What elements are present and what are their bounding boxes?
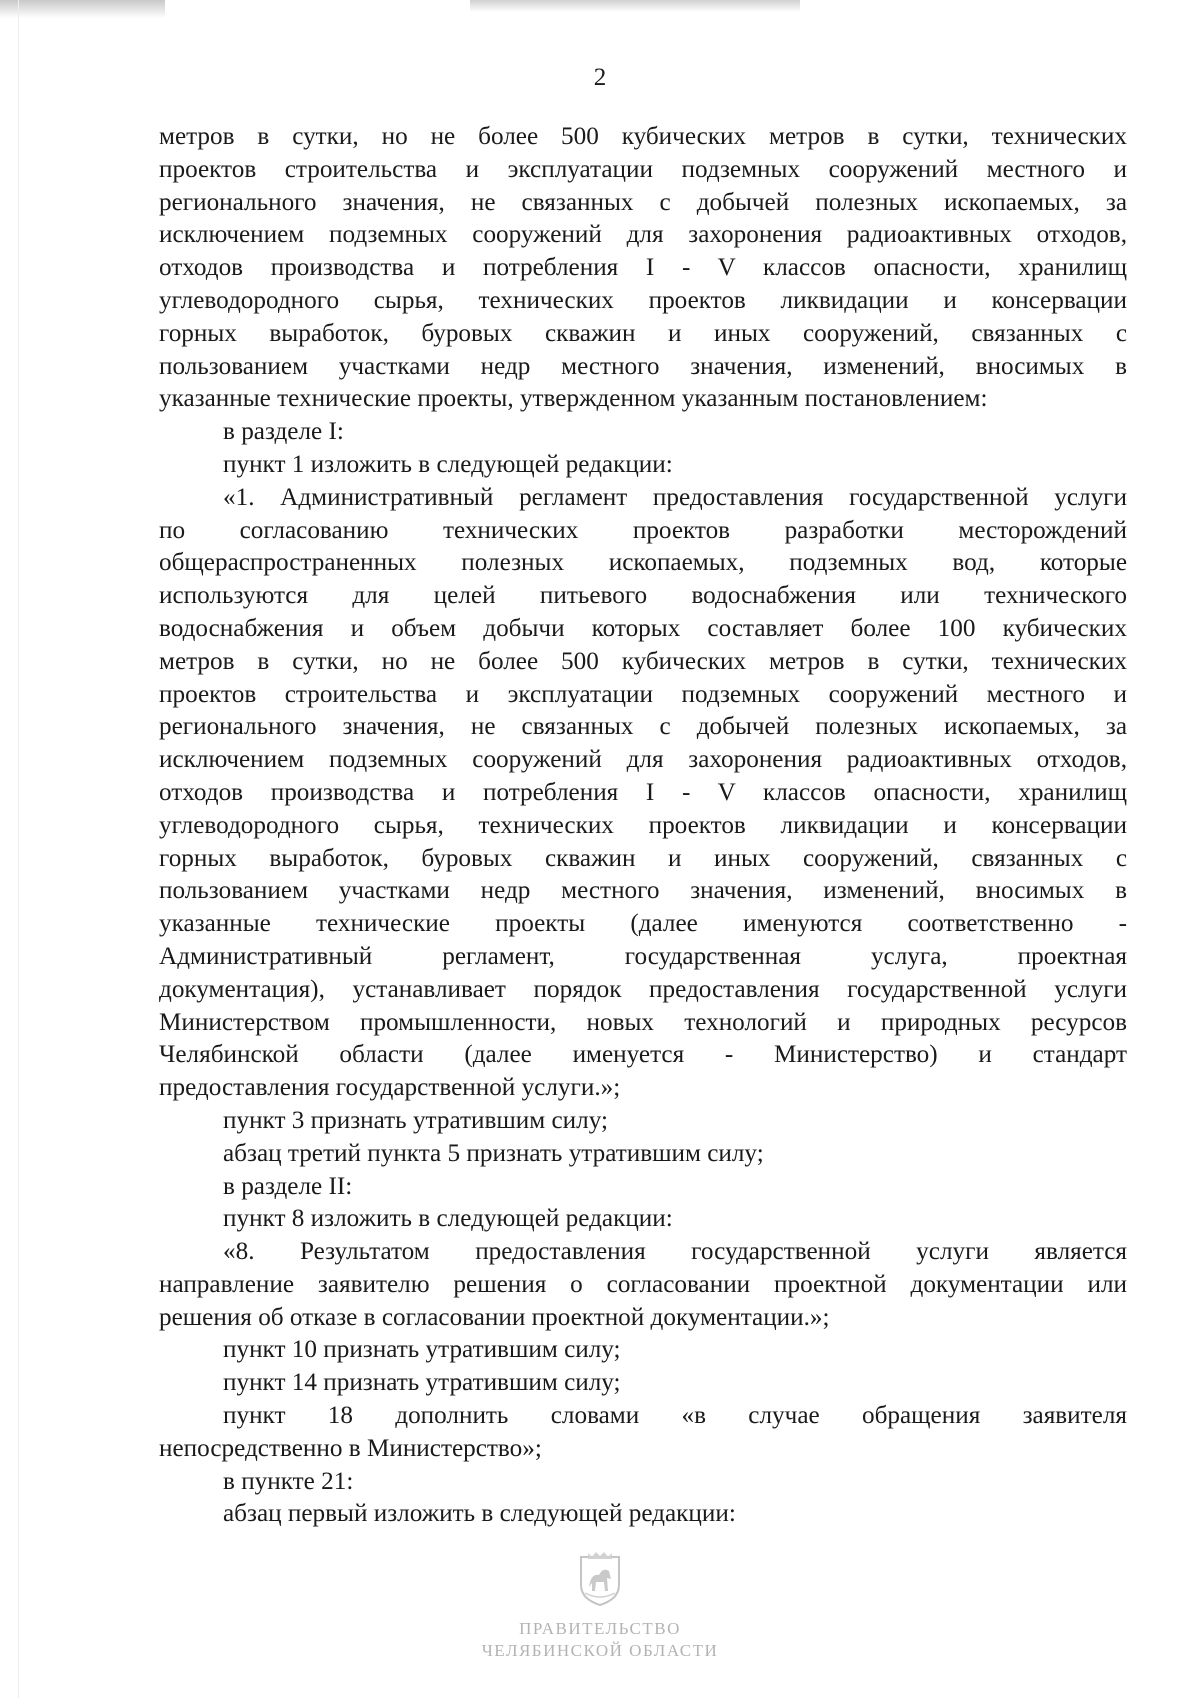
text-line: «1. Административный регламент предоставления государственной услуги [223, 483, 1127, 511]
text-line: используются для целей питьевого водоснабжения или технического [159, 582, 1127, 610]
text-line: пункт 8 изложить в следующей редакции: [223, 1205, 673, 1233]
text-line: отходов производства и потребления I - V классов опасности, хранилищ [159, 778, 1127, 806]
stamp-region: ЧЕЛЯБИНСКОЙ ОБЛАСТИ [481, 1641, 719, 1660]
text-line: пользованием участками недр местного значения, изменений, вносимых в [159, 352, 1127, 380]
text-line: «8. Результатом предоставления государственной услуги является [223, 1238, 1127, 1266]
text-line: отходов производства и потребления I - V классов опасности, хранилищ [159, 254, 1127, 282]
text-line: горных выработок, буровых скважин и иных сооружений, связанных с [159, 319, 1127, 347]
text-line: документация), устанавливает порядок предоставления государственной услуги [159, 975, 1127, 1003]
text-line: пользованием участками недр местного значения, изменений, вносимых в [159, 877, 1127, 905]
scan-artifact-top-left [0, 0, 165, 18]
text-line: углеводородного сырья, технических проектов ликвидации и консервации [159, 286, 1127, 314]
scan-artifact-left-edge [18, 0, 19, 1698]
text-line: горных выработок, буровых скважин и иных сооружений, связанных с [159, 844, 1127, 872]
text-line: указанные технические проекты (далее именуются соответственно - [159, 910, 1127, 938]
text-line: пункт 18 дополнить словами «в случае обращения заявителя [223, 1402, 1127, 1430]
text-line: метров в сутки, но не более 500 кубических метров в сутки, технических [159, 647, 1127, 675]
document-body [159, 121, 1127, 1531]
text-line: указанные технические проекты, утвержденном указанным постановлением: [159, 385, 988, 413]
text-line: углеводородного сырья, технических проектов ликвидации и консервации [159, 811, 1127, 839]
text-line: пункт 10 признать утратившим силу; [223, 1336, 621, 1364]
text-line: Административный регламент, государственная услуга, проектная [159, 942, 1127, 970]
page-number: 2 [593, 64, 607, 91]
text-line: в пункте 21: [223, 1467, 354, 1495]
text-line: пункт 3 признать утратившим силу; [223, 1106, 608, 1134]
text-line: в разделе II: [223, 1172, 353, 1200]
text-line: пункт 1 изложить в следующей редакции: [223, 450, 673, 478]
text-line: пункт 14 признать утратившим силу; [223, 1369, 621, 1397]
text-line: регионального значения, не связанных с добычей полезных ископаемых, за [159, 188, 1127, 216]
text-line: абзац третий пункта 5 признать утратившим силу; [223, 1139, 764, 1167]
text-line: направление заявителю решения о согласовании проектной документации или [159, 1270, 1127, 1298]
text-line: водоснабжения и объем добычи которых составляет более 100 кубических [159, 614, 1127, 642]
text-line: общераспространенных полезных ископаемых, подземных вод, которые [159, 549, 1127, 577]
coat-of-arms-emblem [577, 1551, 623, 1607]
text-line: Министерством промышленности, новых технологий и природных ресурсов [159, 1008, 1127, 1036]
text-line: абзац первый изложить в следующей редакции: [223, 1500, 736, 1528]
text-line: регионального значения, не связанных с добычей полезных ископаемых, за [159, 713, 1127, 741]
text-line: в разделе I: [223, 418, 344, 446]
text-line: Челябинской области (далее именуется - Министерство) и стандарт [159, 1041, 1127, 1069]
scan-artifact-top-center [470, 0, 800, 12]
text-line: непосредственно в Министерство»; [159, 1434, 542, 1462]
text-line: проектов строительства и эксплуатации подземных сооружений местного и [159, 680, 1127, 708]
text-line: исключением подземных сооружений для захоронения радиоактивных отходов, [159, 221, 1127, 249]
text-line: решения об отказе в согласовании проектной документации.»; [159, 1303, 830, 1331]
text-line: метров в сутки, но не более 500 кубических метров в сутки, технических [159, 123, 1127, 150]
stamp-government: ПРАВИТЕЛЬСТВО [519, 1619, 681, 1638]
text-line: проектов строительства и эксплуатации подземных сооружений местного и [159, 155, 1127, 183]
text-line: исключением подземных сооружений для захоронения радиоактивных отходов, [159, 746, 1127, 774]
text-line: по согласованию технических проектов разработки месторождений [159, 516, 1127, 544]
text-line: предоставления государственной услуги.»; [159, 1074, 621, 1102]
